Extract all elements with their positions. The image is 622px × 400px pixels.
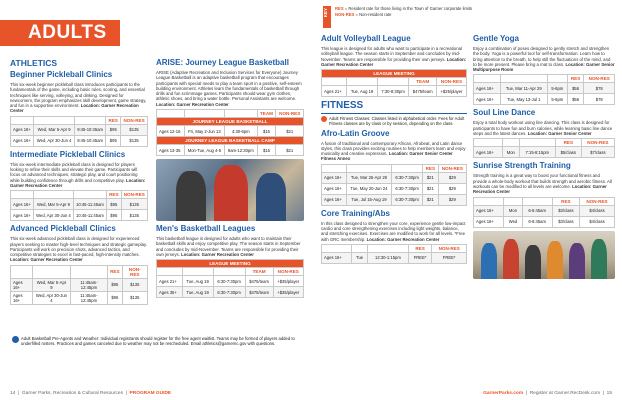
volleyball-fitness-column <box>321 32 467 267</box>
fitness-group-photo <box>473 231 615 279</box>
table-row: Ages 16+ Tue 12:30-1:15pm FREE* FREE* <box>322 252 467 263</box>
right-page <box>311 0 622 400</box>
sunrise-desc: Strength training is a great way to boost your functional fitness and provide a whole-body workout that builds strength and aerobic fitness. All workouts can be modified to all levels are welcome. Location: Garner Recreation Center <box>473 173 612 195</box>
table-row: Ages 12-16 Fri, May 2-Jun 13 4:30-6pm $15 $21 <box>157 126 304 137</box>
intermediate-title: Intermediate Pickleball Clinics <box>10 149 126 159</box>
key-legend: KEY RES = Resident rate for those living in the Town of Garner corporate limits NON-RES = Non-resident rate <box>323 6 491 28</box>
table-row: Ages 16+ Wed, Apr 30-Jun 4 11:45am-12:45pm $95 $135 <box>11 291 148 304</box>
table-row: Ages 16+ Wed, Mar 5-Apr 9 10:45-11:45am $95 $135 <box>11 199 148 210</box>
table-row: Ages 16+ Tue, Mar 25-Apr 29 6:30-7:30pm $21 $29 <box>322 172 467 183</box>
beginner-title: Beginner Pickleball Clinics <box>10 70 113 79</box>
arise-column <box>156 58 304 301</box>
arise-table: TEAM NON-RES JOURNEY LEAGUE BASKETBALL Ages 12-16 Fri, May 2-Jun 13 4:30-6pm $15 $21 JOURNEY LEAGUE BASKETBALL CAMP Ages 13-35 Mon-Tue, Aug 4-5 9am-12:30pm $15 $21 <box>156 109 304 156</box>
left-footer: 14 | Garner Parks, Recreation & Cultural Resources | PROGRAM GUIDE <box>10 391 172 396</box>
table-row: Ages 13-35 Mon-Tue, Aug 4-5 9am-12:30pm $15 $21 <box>157 145 304 156</box>
core-table: RES NON-RES Ages 16+ Tue 12:30-1:15pm FREE* FREE* <box>321 244 467 264</box>
volleyball-table: LEAGUE MEETING TEAM NON-RES Ages 21+ Tue, Aug 19 7:30-8:30pm $475/team +$25/player <box>321 69 467 97</box>
afro-table: RES NON-RES Ages 16+ Tue, Mar 25-Apr 29 6:30-7:30pm $21 $29 Ages 16+ Tue, May 20-Jun 24 6:30-7:30pm $21 $29 Ages 16+ Tue, Jul 15-Aug 19 6:30-7:30pm $21 $29 <box>321 164 467 206</box>
table-row: Ages 35+ Tue, Aug 19 6:30-7:30pm $475/team +$35/player <box>157 287 304 298</box>
table-row: Ages 16+ Tue, Jul 15-Aug 19 6:30-7:30pm $21 $29 <box>322 194 467 205</box>
arise-band-camp: JOURNEY LEAGUE BASKETBALL CAMP <box>157 137 304 145</box>
table-row: Ages 16+ Tue, Mar 11-Apr 29 5-6pm $56 $78 <box>474 83 615 94</box>
page-title: ADULTS <box>0 20 120 46</box>
mens-desc: This basketball league is designed for adults who want to maintain their basketball skills and enjoy competitive play. The season starts in September and concludes by mid-November. Teams are responsible for providing their own jerseys. Location: Garner Recreation Center <box>156 236 301 257</box>
table-row: Ages 16+ Mon 7:15-8:15pm $5/class $7/class <box>474 147 615 158</box>
basketball-note: Adult Basketball Pre-Agents and Weather: Individual registrants should register for the free agent waitlist. Teams may be formed of players added to underfilled rosters. Practices and games canceled due to weather may not be rescheduled. Email athletics@garnernc.gov with questions. <box>12 336 306 347</box>
table-row: Ages 16+ Tue, May 13-Jul 1 5-6pm $56 $78 <box>474 94 615 105</box>
table-row: Ages 16+ Wed 6-6:45am $3/class $4/class <box>474 216 615 227</box>
arise-desc: ARISE (Adaptive Recreation and Inclusion Services for Everyone) Journey League Basketball is an adaptive basketball program that encourages participants with special needs to play a team sport in a positive, self-esteem building environment. Athletes learn the fundamentals of basketball through drills and fun scrimmage games. Participants should wear gym clothes, athletic shoes, and bring a water bottle. Personal Assistants are welcome. Location: Garner Recreation Center <box>156 70 302 107</box>
fitness-note: Adult Fitness Classes: Classes listed in alphabetical order. Fees for Adult Fitness classes are by class or by session, depending on the class. <box>321 116 467 126</box>
yoga-desc: Enjoy a combination of poses designed to gently stretch and strengthen the body. Yoga is a powerful tool for self-transformation. Learn how to bring attention to the breath, to help still the fluctuations of the mind, and to be more present. Please bring a mat to class. Location: Garner Senior Multipurpose Room <box>473 46 615 73</box>
beginner-desc: This six-week beginner pickleball class introduces participants to the fundamentals of the game, including basic rules, scoring, and essential techniques like serving, volleying, and dinking. Designed for newcomers, the program emphasizes skill development, game strategy, and fun in a supportive environment. Location: Garner Recreation Center <box>10 82 147 114</box>
intermediate-table: RES NON-RES Ages 16+ Wed, Mar 5-Apr 9 10:45-11:45am $95 $135 Ages 16+ Wed, Apr 30-Jun 4 10:45-11:45am $95 $135 <box>10 190 148 221</box>
core-desc: In this class designed to strengthen your core, experience gentle low-impact cardio and core strengthening exercises including light weights, balance, and stretching exercises. Exercises are modified to work for all levels. *Free with GRC membership. Location: Garner Recreation Center <box>321 220 466 242</box>
yoga-title: Gentle Yoga <box>473 34 519 43</box>
right-footer: GarnerParks.com | Register at Garner.RecDesk.com | 15 <box>483 391 612 396</box>
advanced-title: Advanced Pickleball Clinics <box>10 224 116 234</box>
advanced-table: RES NON-RES Ages 16+ Wed, Mar 5-Apr 9 11:45am-12:45pm $95 $135 Ages 16+ Wed, Apr 30-Jun 4 11:45am-12:45pm $95 $135 <box>10 265 148 305</box>
table-row: Ages 21+ Tue, Aug 19 7:30-8:30pm $475/team +$25/player <box>322 86 467 97</box>
arise-band-league: JOURNEY LEAGUE BASKETBALL <box>157 118 304 126</box>
yoga-column <box>473 32 615 279</box>
table-row: Ages 21+ Tue, Aug 19 6:30-7:30pm $475/team +$35/player <box>157 276 304 287</box>
volleyball-desc: This league is designed for adults who want to participate in a recreational volleyball league. The season starts in September and concludes by mid-November. Teams are responsible for providing their own jerseys. Location: Garner Recreation Center <box>321 46 467 67</box>
afro-title: Afro-Latin Groove <box>321 128 390 138</box>
volleyball-title: Adult Volleyball League <box>321 34 411 43</box>
basketball-players-photo <box>156 159 304 221</box>
table-row: Ages 16+ Tue, May 20-Jun 24 6:30-7:30pm $21 $29 <box>322 183 467 194</box>
info-icon <box>321 116 327 122</box>
table-row: Ages 16+ Wed, Apr 30-Jun 4 9:45-10:45am $95 $135 <box>11 135 148 146</box>
table-row: Ages 16+ Wed, Apr 30-Jun 4 10:45-11:45am $95 $135 <box>11 210 148 221</box>
table-row: Ages 16+ Wed, Mar 5-Apr 9 9:45-10:45am $95 $135 <box>11 124 148 135</box>
yoga-table: RES NON-RES Ages 16+ Tue, Mar 11-Apr 29 5-6pm $56 $78 Ages 16+ Tue, May 13-Jul 1 5-6pm $56 $78 <box>473 74 615 105</box>
mens-band: LEAGUE MEETING <box>157 260 304 268</box>
athletics-column <box>10 58 148 308</box>
afro-desc: A fusion of traditional and contemporary African, Afrobeat, and Latin dance styles, this class provides exciting routines to help members learn and enjoy musicality and creative expression. Location: Garner Senior Center Fitness Annex <box>321 140 466 162</box>
intermediate-desc: This six-week intermediate pickleball class is designed for players looking to refine their skills and elevate their game. Participants will focus on advanced techniques, strategic play, and court positioning while building confidence through drills and competitive play. Location: Garner Recreation Center <box>10 161 146 188</box>
table-row: Ages 16+ Wed, Mar 5-Apr 9 11:45am-12:45pm $95 $135 <box>11 278 148 291</box>
soul-title: Soul Line Dance <box>473 108 536 118</box>
soul-desc: Enjoy a total body workout using line dancing. This class is designed for participants to have fun and burn calories, while learning basic line dance steps and the latest dances. Location: Garner Senior Center <box>473 120 613 137</box>
info-icon <box>12 336 19 343</box>
mens-table: LEAGUE MEETING TEAM NON-RES Ages 21+ Tue, Aug 19 6:30-7:30pm $475/team +$35/player Ages 35+ Tue, Aug 19 6:30-7:30pm $475/team +$35/player <box>156 259 304 298</box>
sunrise-table: RES NON-RES Ages 16+ Mon 6-6:45am $3/class $4/class Ages 16+ Wed 6-6:45am $3/class $4/class <box>473 197 615 228</box>
advanced-desc: This six-week advanced pickleball class is designed for experienced players seeking to master high-level techniques and strategic gameplay. Participants will work on precision shots, advanced tactics, and competitive strategies to excel in fast-paced, high-intensity matches. Location: Garner Recreation Center <box>10 236 148 263</box>
fitness-heading: FITNESS <box>321 100 364 112</box>
athletics-heading: ATHLETICS <box>10 58 58 68</box>
table-row: Ages 16+ Mon 6-6:45am $3/class $4/class <box>474 205 615 216</box>
arise-title: ARISE: Journey League Basketball <box>156 58 289 67</box>
beginner-table: RES NON-RES Ages 16+ Wed, Mar 5-Apr 9 9:45-10:45am $95 $135 Ages 16+ Wed, Apr 30-Jun 4 9:45-10:45am $95 $135 <box>10 116 148 147</box>
soul-table: RES NON-RES Ages 16+ Mon 7:15-8:15pm $5/class $7/class <box>473 138 615 158</box>
volleyball-band: LEAGUE MEETING <box>322 70 467 78</box>
divider <box>321 113 467 114</box>
mens-title: Men's Basketball Leagues <box>156 224 256 234</box>
sunrise-title: Sunrise Strength Training <box>473 161 571 171</box>
core-title: Core Training/Abs <box>321 208 390 218</box>
